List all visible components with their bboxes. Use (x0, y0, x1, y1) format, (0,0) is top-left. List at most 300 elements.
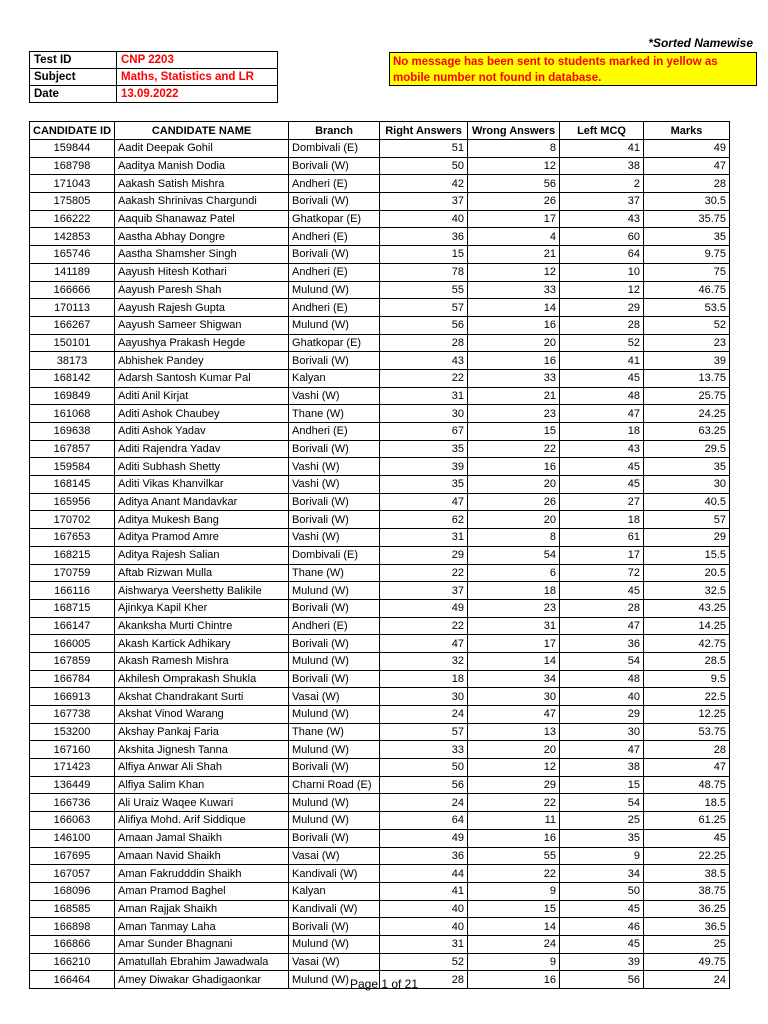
candidate-id-cell: 136449 (30, 776, 115, 794)
marks-cell: 38.5 (644, 865, 730, 883)
marks-cell: 14.25 (644, 617, 730, 635)
candidate-name-cell: Aman Tanmay Laha (115, 918, 289, 936)
left-mcq-cell: 41 (560, 352, 644, 370)
candidate-name-cell: Aditi Rajendra Yadav (115, 440, 289, 458)
left-mcq-cell: 41 (560, 140, 644, 158)
table-row (30, 493, 730, 511)
right-answers-cell: 32 (380, 652, 468, 670)
table-row (30, 953, 730, 971)
marks-cell: 22.5 (644, 688, 730, 706)
table-row (30, 352, 730, 370)
wrong-answers-cell: 22 (468, 440, 560, 458)
branch-cell: Mulund (W) (289, 794, 380, 812)
right-answers-cell: 47 (380, 493, 468, 511)
right-answers-cell: 56 (380, 776, 468, 794)
branch-cell: Mulund (W) (289, 652, 380, 670)
candidate-id-cell: 146100 (30, 829, 115, 847)
table-row (30, 511, 730, 529)
candidate-id-cell: 166063 (30, 812, 115, 830)
left-mcq-cell: 64 (560, 246, 644, 264)
left-mcq-cell: 45 (560, 900, 644, 918)
right-answers-cell: 57 (380, 723, 468, 741)
marks-cell: 35 (644, 458, 730, 476)
wrong-answers-cell: 56 (468, 175, 560, 193)
candidate-id-cell: 166898 (30, 918, 115, 936)
left-mcq-cell: 43 (560, 210, 644, 228)
left-mcq-cell: 12 (560, 281, 644, 299)
table-row (30, 918, 730, 936)
candidate-id-cell: 142853 (30, 228, 115, 246)
marks-cell: 24.25 (644, 405, 730, 423)
left-mcq-cell: 18 (560, 423, 644, 441)
wrong-answers-cell: 9 (468, 953, 560, 971)
branch-cell: Borivali (W) (289, 635, 380, 653)
table-row (30, 652, 730, 670)
candidate-name-cell: Aditi Anil Kirjat (115, 387, 289, 405)
candidate-name-cell: Abhishek Pandey (115, 352, 289, 370)
column-header: Left MCQ (560, 122, 644, 140)
table-row (30, 882, 730, 900)
left-mcq-cell: 10 (560, 263, 644, 281)
candidate-id-cell: 141189 (30, 263, 115, 281)
branch-cell: Mulund (W) (289, 935, 380, 953)
candidate-name-cell: Aman Rajjak Shaikh (115, 900, 289, 918)
wrong-answers-cell: 29 (468, 776, 560, 794)
candidate-id-cell: 171423 (30, 759, 115, 777)
meta-label: Date (30, 86, 117, 103)
candidate-name-cell: Aayush Paresh Shah (115, 281, 289, 299)
wrong-answers-cell: 14 (468, 652, 560, 670)
candidate-id-cell: 166147 (30, 617, 115, 635)
candidate-name-cell: Aditya Mukesh Bang (115, 511, 289, 529)
right-answers-cell: 28 (380, 334, 468, 352)
candidate-id-cell: 169638 (30, 423, 115, 441)
candidate-name-cell: Akash Kartick Adhikary (115, 635, 289, 653)
left-mcq-cell: 9 (560, 847, 644, 865)
left-mcq-cell: 18 (560, 511, 644, 529)
branch-cell: Vasai (W) (289, 953, 380, 971)
marks-cell: 9.75 (644, 246, 730, 264)
right-answers-cell: 31 (380, 935, 468, 953)
table-row (30, 741, 730, 759)
marks-cell: 29.5 (644, 440, 730, 458)
candidate-name-cell: Amaan Jamal Shaikh (115, 829, 289, 847)
marks-cell: 52 (644, 316, 730, 334)
meta-value: Maths, Statistics and LR (117, 69, 278, 86)
candidate-name-cell: Amaan Navid Shaikh (115, 847, 289, 865)
marks-cell: 28 (644, 741, 730, 759)
right-answers-cell: 29 (380, 546, 468, 564)
wrong-answers-cell: 30 (468, 688, 560, 706)
marks-cell: 13.75 (644, 369, 730, 387)
candidate-id-cell: 168715 (30, 599, 115, 617)
left-mcq-cell: 28 (560, 599, 644, 617)
left-mcq-cell: 17 (560, 546, 644, 564)
right-answers-cell: 36 (380, 228, 468, 246)
wrong-answers-cell: 55 (468, 847, 560, 865)
left-mcq-cell: 54 (560, 794, 644, 812)
candidate-name-cell: Akshat Vinod Warang (115, 706, 289, 724)
branch-cell: Mulund (W) (289, 741, 380, 759)
branch-cell: Andheri (E) (289, 617, 380, 635)
branch-cell: Borivali (W) (289, 193, 380, 211)
right-answers-cell: 41 (380, 882, 468, 900)
table-row (30, 440, 730, 458)
left-mcq-cell: 37 (560, 193, 644, 211)
candidate-id-cell: 166736 (30, 794, 115, 812)
branch-cell: Ghatkopar (E) (289, 210, 380, 228)
candidate-id-cell: 153200 (30, 723, 115, 741)
table-row (30, 706, 730, 724)
column-header: CANDIDATE ID (30, 122, 115, 140)
right-answers-cell: 30 (380, 405, 468, 423)
left-mcq-cell: 38 (560, 157, 644, 175)
wrong-answers-cell: 8 (468, 529, 560, 547)
column-header: CANDIDATE NAME (115, 122, 289, 140)
left-mcq-cell: 54 (560, 652, 644, 670)
marks-cell: 75 (644, 263, 730, 281)
wrong-answers-cell: 47 (468, 706, 560, 724)
branch-cell: Vashi (W) (289, 529, 380, 547)
right-answers-cell: 40 (380, 900, 468, 918)
candidate-id-cell: 165956 (30, 493, 115, 511)
left-mcq-cell: 61 (560, 529, 644, 547)
wrong-answers-cell: 18 (468, 582, 560, 600)
left-mcq-cell: 47 (560, 405, 644, 423)
right-answers-cell: 78 (380, 263, 468, 281)
branch-cell: Thane (W) (289, 405, 380, 423)
column-header: Wrong Answers (468, 122, 560, 140)
table-row (30, 865, 730, 883)
wrong-answers-cell: 17 (468, 635, 560, 653)
right-answers-cell: 15 (380, 246, 468, 264)
branch-cell: Andheri (E) (289, 228, 380, 246)
candidate-name-cell: Adarsh Santosh Kumar Pal (115, 369, 289, 387)
right-answers-cell: 44 (380, 865, 468, 883)
candidate-id-cell: 166913 (30, 688, 115, 706)
marks-cell: 29 (644, 529, 730, 547)
left-mcq-cell: 25 (560, 812, 644, 830)
right-answers-cell: 50 (380, 157, 468, 175)
marks-cell: 25.75 (644, 387, 730, 405)
right-answers-cell: 28 (380, 971, 468, 989)
right-answers-cell: 67 (380, 423, 468, 441)
left-mcq-cell: 15 (560, 776, 644, 794)
meta-label: Subject (30, 69, 117, 86)
candidate-id-cell: 168585 (30, 900, 115, 918)
candidate-name-cell: Aftab Rizwan Mulla (115, 564, 289, 582)
candidate-id-cell: 167160 (30, 741, 115, 759)
wrong-answers-cell: 20 (468, 741, 560, 759)
wrong-answers-cell: 8 (468, 140, 560, 158)
marks-cell: 43.25 (644, 599, 730, 617)
right-answers-cell: 49 (380, 599, 468, 617)
test-info-table (29, 51, 278, 103)
wrong-answers-cell: 31 (468, 617, 560, 635)
right-answers-cell: 35 (380, 476, 468, 494)
marks-cell: 48.75 (644, 776, 730, 794)
left-mcq-cell: 36 (560, 635, 644, 653)
table-row (30, 423, 730, 441)
branch-cell: Andheri (E) (289, 175, 380, 193)
table-row (30, 617, 730, 635)
wrong-answers-cell: 33 (468, 281, 560, 299)
yellow-notice: No message has been sent to students marked in yellow as mobile number not found in database. (389, 52, 757, 86)
table-row (30, 759, 730, 777)
branch-cell: Dombivali (E) (289, 140, 380, 158)
right-answers-cell: 18 (380, 670, 468, 688)
left-mcq-cell: 48 (560, 387, 644, 405)
marks-cell: 47 (644, 759, 730, 777)
table-row (30, 776, 730, 794)
candidate-id-cell: 175805 (30, 193, 115, 211)
branch-cell: Mulund (W) (289, 582, 380, 600)
marks-cell: 20.5 (644, 564, 730, 582)
left-mcq-cell: 35 (560, 829, 644, 847)
right-answers-cell: 64 (380, 812, 468, 830)
wrong-answers-cell: 20 (468, 511, 560, 529)
wrong-answers-cell: 12 (468, 157, 560, 175)
page-number: Page 1 of 21 (349, 977, 419, 991)
branch-cell: Kalyan (289, 369, 380, 387)
wrong-answers-cell: 16 (468, 316, 560, 334)
column-header: Right Answers (380, 122, 468, 140)
wrong-answers-cell: 21 (468, 387, 560, 405)
candidate-id-cell: 167695 (30, 847, 115, 865)
branch-cell: Mulund (W) (289, 281, 380, 299)
table-row (30, 334, 730, 352)
table-row (30, 599, 730, 617)
branch-cell: Andheri (E) (289, 299, 380, 317)
candidate-id-cell: 161068 (30, 405, 115, 423)
marks-cell: 53.75 (644, 723, 730, 741)
branch-cell: Thane (W) (289, 723, 380, 741)
left-mcq-cell: 60 (560, 228, 644, 246)
table-row (30, 458, 730, 476)
wrong-answers-cell: 12 (468, 263, 560, 281)
branch-cell: Vasai (W) (289, 847, 380, 865)
branch-cell: Borivali (W) (289, 918, 380, 936)
column-header: Marks (644, 122, 730, 140)
branch-cell: Mulund (W) (289, 971, 380, 989)
right-answers-cell: 35 (380, 440, 468, 458)
wrong-answers-cell: 33 (468, 369, 560, 387)
candidate-name-cell: Aishwarya Veershetty Balikile (115, 582, 289, 600)
branch-cell: Ghatkopar (E) (289, 334, 380, 352)
left-mcq-cell: 50 (560, 882, 644, 900)
meta-value: CNP 2203 (117, 52, 278, 69)
left-mcq-cell: 46 (560, 918, 644, 936)
right-answers-cell: 51 (380, 140, 468, 158)
table-row (30, 847, 730, 865)
candidate-name-cell: Aakash Shrinivas Chargundi (115, 193, 289, 211)
candidate-name-cell: Aditi Subhash Shetty (115, 458, 289, 476)
table-row (30, 670, 730, 688)
candidate-id-cell: 169849 (30, 387, 115, 405)
marks-cell: 32.5 (644, 582, 730, 600)
marks-cell: 40.5 (644, 493, 730, 511)
right-answers-cell: 43 (380, 352, 468, 370)
branch-cell: Borivali (W) (289, 246, 380, 264)
left-mcq-cell: 45 (560, 582, 644, 600)
candidate-id-cell: 167857 (30, 440, 115, 458)
candidate-name-cell: Aman Pramod Baghel (115, 882, 289, 900)
header-row (30, 122, 730, 140)
table-row (30, 369, 730, 387)
candidate-id-cell: 167738 (30, 706, 115, 724)
marks-cell: 46.75 (644, 281, 730, 299)
candidate-name-cell: Aaditya Manish Dodia (115, 157, 289, 175)
candidate-name-cell: Ajinkya Kapil Kher (115, 599, 289, 617)
right-answers-cell: 24 (380, 794, 468, 812)
table-row (30, 688, 730, 706)
marks-cell: 30.5 (644, 193, 730, 211)
candidate-id-cell: 170702 (30, 511, 115, 529)
right-answers-cell: 22 (380, 617, 468, 635)
branch-cell: Mulund (W) (289, 706, 380, 724)
marks-cell: 49.75 (644, 953, 730, 971)
wrong-answers-cell: 14 (468, 299, 560, 317)
candidate-name-cell: Aakash Satish Mishra (115, 175, 289, 193)
left-mcq-cell: 34 (560, 865, 644, 883)
left-mcq-cell: 72 (560, 564, 644, 582)
left-mcq-cell: 48 (560, 670, 644, 688)
marks-cell: 47 (644, 157, 730, 175)
candidate-id-cell: 168798 (30, 157, 115, 175)
table-row (30, 476, 730, 494)
right-answers-cell: 57 (380, 299, 468, 317)
candidate-id-cell: 166866 (30, 935, 115, 953)
candidate-name-cell: Aayushya Prakash Hegde (115, 334, 289, 352)
branch-cell: Dombivali (E) (289, 546, 380, 564)
candidate-name-cell: Akhilesh Omprakash Shukla (115, 670, 289, 688)
branch-cell: Borivali (W) (289, 440, 380, 458)
marks-cell: 39 (644, 352, 730, 370)
branch-cell: Borivali (W) (289, 511, 380, 529)
wrong-answers-cell: 11 (468, 812, 560, 830)
candidate-name-cell: Aastha Abhay Dongre (115, 228, 289, 246)
candidate-id-cell: 167057 (30, 865, 115, 883)
right-answers-cell: 50 (380, 759, 468, 777)
left-mcq-cell: 40 (560, 688, 644, 706)
right-answers-cell: 62 (380, 511, 468, 529)
candidate-id-cell: 166666 (30, 281, 115, 299)
branch-cell: Kandivali (W) (289, 865, 380, 883)
table-row (30, 175, 730, 193)
table-row (30, 140, 730, 158)
branch-cell: Vasai (W) (289, 688, 380, 706)
right-answers-cell: 36 (380, 847, 468, 865)
wrong-answers-cell: 17 (468, 210, 560, 228)
wrong-answers-cell: 24 (468, 935, 560, 953)
branch-cell: Borivali (W) (289, 157, 380, 175)
candidate-name-cell: Amey Diwakar Ghadigaonkar (115, 971, 289, 989)
wrong-answers-cell: 23 (468, 405, 560, 423)
left-mcq-cell: 27 (560, 493, 644, 511)
wrong-answers-cell: 26 (468, 193, 560, 211)
table-row (30, 564, 730, 582)
wrong-answers-cell: 26 (468, 493, 560, 511)
left-mcq-cell: 45 (560, 935, 644, 953)
candidate-name-cell: Akshay Pankaj Faria (115, 723, 289, 741)
candidate-id-cell: 166222 (30, 210, 115, 228)
left-mcq-cell: 28 (560, 316, 644, 334)
candidate-name-cell: Alfiya Salim Khan (115, 776, 289, 794)
wrong-answers-cell: 34 (468, 670, 560, 688)
table-row (30, 246, 730, 264)
left-mcq-cell: 30 (560, 723, 644, 741)
candidate-id-cell: 165746 (30, 246, 115, 264)
marks-cell: 24 (644, 971, 730, 989)
table-row (30, 529, 730, 547)
table-row (30, 263, 730, 281)
meta-value: 13.09.2022 (117, 86, 278, 103)
candidate-name-cell: Aayush Hitesh Kothari (115, 263, 289, 281)
candidate-id-cell: 168142 (30, 369, 115, 387)
candidate-id-cell: 166267 (30, 316, 115, 334)
candidate-name-cell: Amar Sunder Bhagnani (115, 935, 289, 953)
table-row (30, 157, 730, 175)
right-answers-cell: 47 (380, 635, 468, 653)
candidate-id-cell: 166464 (30, 971, 115, 989)
candidate-name-cell: Akshat Chandrakant Surti (115, 688, 289, 706)
left-mcq-cell: 56 (560, 971, 644, 989)
marks-cell: 53.5 (644, 299, 730, 317)
table-row (30, 316, 730, 334)
right-answers-cell: 55 (380, 281, 468, 299)
marks-cell: 23 (644, 334, 730, 352)
candidate-id-cell: 170113 (30, 299, 115, 317)
branch-cell: Charni Road (E) (289, 776, 380, 794)
results-table (29, 121, 730, 989)
candidate-id-cell: 38173 (30, 352, 115, 370)
meta-row (30, 69, 278, 86)
left-mcq-cell: 47 (560, 617, 644, 635)
candidate-name-cell: Akanksha Murti Chintre (115, 617, 289, 635)
wrong-answers-cell: 20 (468, 476, 560, 494)
table-row (30, 281, 730, 299)
wrong-answers-cell: 12 (468, 759, 560, 777)
marks-cell: 49 (644, 140, 730, 158)
candidate-id-cell: 166116 (30, 582, 115, 600)
marks-cell: 22.25 (644, 847, 730, 865)
table-row (30, 193, 730, 211)
left-mcq-cell: 45 (560, 369, 644, 387)
marks-cell: 61.25 (644, 812, 730, 830)
candidate-name-cell: Aman Fakrudddin Shaikh (115, 865, 289, 883)
marks-cell: 42.75 (644, 635, 730, 653)
left-mcq-cell: 43 (560, 440, 644, 458)
table-row (30, 387, 730, 405)
marks-cell: 38.75 (644, 882, 730, 900)
candidate-name-cell: Aditi Vikas Khanvilkar (115, 476, 289, 494)
wrong-answers-cell: 15 (468, 900, 560, 918)
right-answers-cell: 49 (380, 829, 468, 847)
left-mcq-cell: 29 (560, 706, 644, 724)
right-answers-cell: 56 (380, 316, 468, 334)
right-answers-cell: 42 (380, 175, 468, 193)
right-answers-cell: 31 (380, 529, 468, 547)
candidate-name-cell: Aditi Ashok Chaubey (115, 405, 289, 423)
meta-row (30, 86, 278, 103)
candidate-name-cell: Aayush Rajesh Gupta (115, 299, 289, 317)
left-mcq-cell: 39 (560, 953, 644, 971)
marks-cell: 28.5 (644, 652, 730, 670)
wrong-answers-cell: 54 (468, 546, 560, 564)
wrong-answers-cell: 16 (468, 829, 560, 847)
branch-cell: Andheri (E) (289, 263, 380, 281)
candidate-name-cell: Aditya Anant Mandavkar (115, 493, 289, 511)
